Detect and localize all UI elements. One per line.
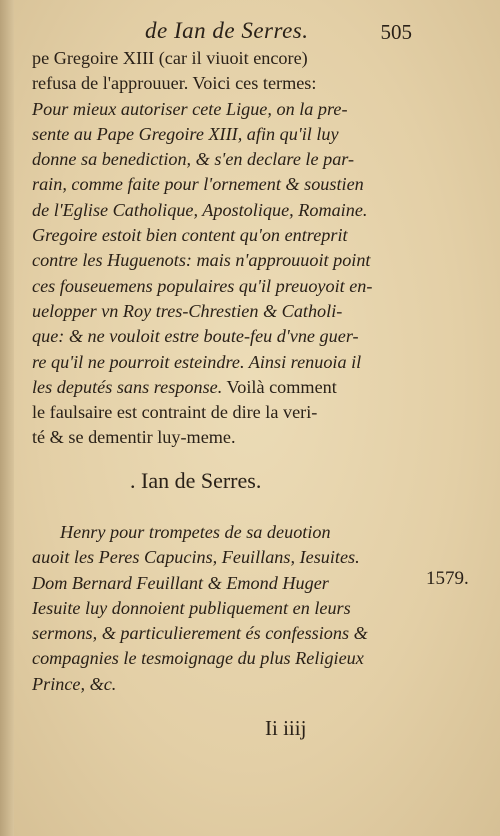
page-header bbox=[145, 16, 412, 46]
section-title: . Ian de Serres. bbox=[130, 468, 262, 493]
quoted-text-line: Iesuite luy donnoient publiquement en leurs bbox=[32, 597, 351, 618]
quoted-text-line: Gregoire estoit bien content qu'on entreprit bbox=[32, 225, 348, 246]
quoted-text-line: donne sa benediction, & s'en declare le par- bbox=[32, 149, 355, 170]
quoted-text-line: de l'Eglise Catholique, Apostolique, Romaine. bbox=[32, 199, 368, 220]
quoted-text-line: sente au Pape Gregoire XIII, afin qu'il luy bbox=[32, 123, 339, 144]
second-text-block bbox=[32, 520, 462, 697]
mixed-text-line bbox=[32, 375, 464, 400]
quoted-text-line: Pour mieux autoriser cete Ligue, on la pre- bbox=[32, 98, 348, 119]
text-line: refusa de l'approuuer. Voici ces termes: bbox=[32, 73, 317, 94]
main-text-block bbox=[32, 46, 464, 451]
quoted-text-line: compagnies le tesmoignage du plus Religieux bbox=[32, 648, 364, 669]
running-head: de Ian de Serres. bbox=[145, 18, 309, 43]
text-fragment: Voilà comment bbox=[222, 376, 337, 397]
quoted-text-line: ces fouseuemens populaires qu'il preuoyoit en- bbox=[32, 275, 373, 296]
text-line: pe Gregoire XIII (car il viuoit encore) bbox=[32, 48, 308, 68]
quoted-text-line: re qu'il ne pourroit esteindre. Ainsi renuoia il bbox=[32, 351, 362, 372]
signature-mark: Ii iiij bbox=[265, 716, 307, 740]
text-line: le faulsaire est contraint de dire la veri- bbox=[32, 402, 318, 423]
quoted-text-line: Prince, &c. bbox=[32, 673, 117, 694]
quoted-text-line: Henry pour trompetes de sa deuotion bbox=[60, 522, 331, 542]
margin-date: 1579. bbox=[426, 568, 469, 589]
quoted-text-line: auoit les Peres Capucins, Feuillans, Iesuites. bbox=[32, 547, 360, 568]
quoted-text-line: rain, comme faite pour l'ornement & soustien bbox=[32, 174, 364, 195]
text-line: té & se dementir luy-meme. bbox=[32, 427, 236, 448]
quoted-text-fragment: les deputés sans response. bbox=[32, 376, 223, 397]
quoted-text-line: Dom Bernard Feuillant & Emond Huger bbox=[32, 572, 329, 593]
quoted-text-line: contre les Huguenots: mais n'approuuoit point bbox=[32, 250, 371, 271]
quoted-text-line: sermons, & particulierement és confessions & bbox=[32, 623, 368, 644]
page-number: 505 bbox=[380, 20, 412, 44]
quoted-text-line: que: & ne vouloit estre boute-feu d'vne guer- bbox=[32, 326, 359, 347]
quoted-text-line: uelopper vn Roy tres-Chrestien & Catholi- bbox=[32, 300, 343, 321]
page-gutter bbox=[0, 0, 14, 836]
